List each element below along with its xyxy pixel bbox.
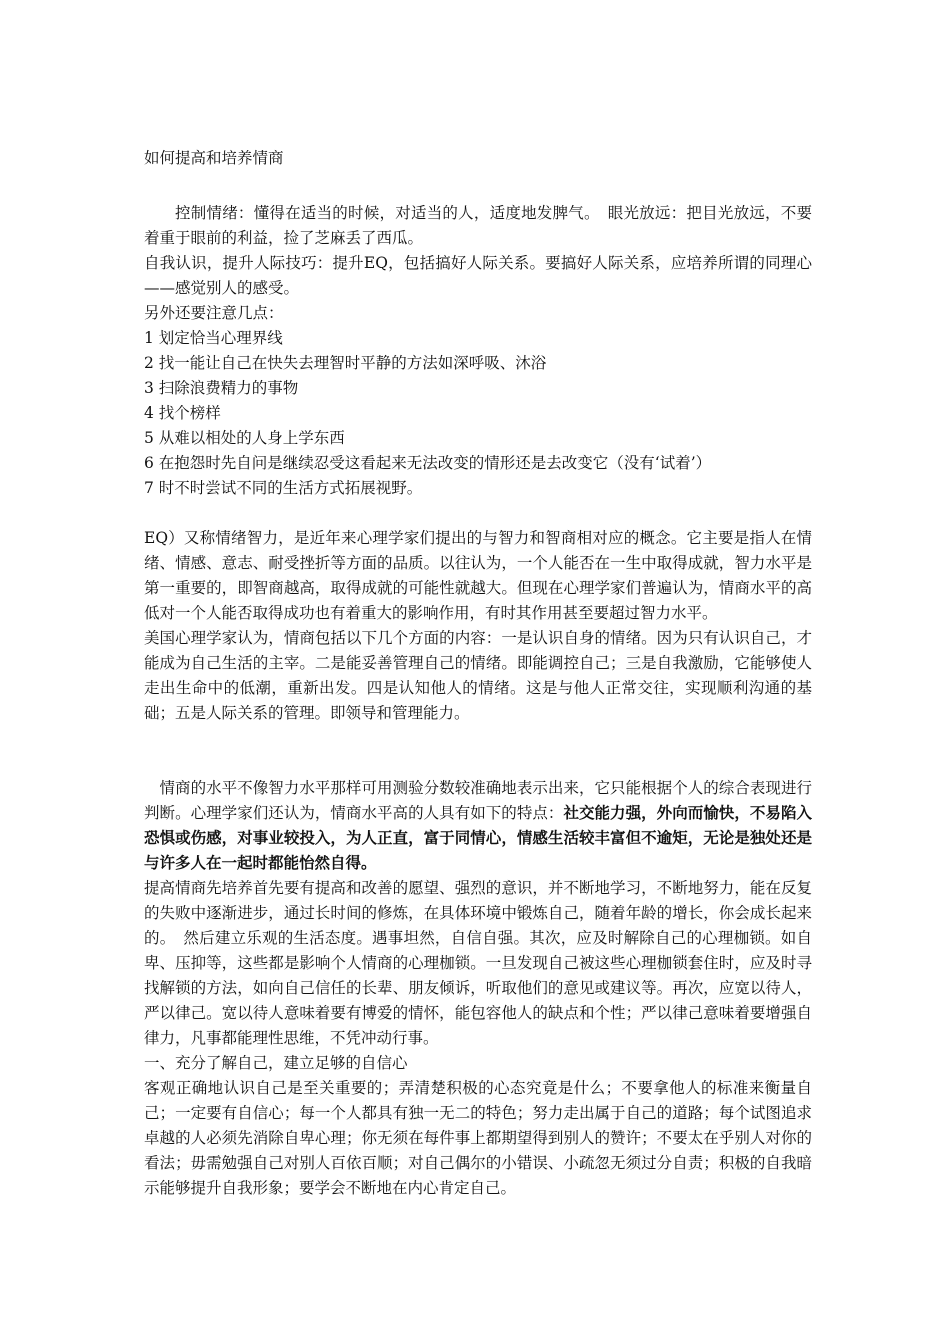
document-page <box>144 146 812 1201</box>
paragraph-eq-components: 美国心理学家认为，情商包括以下几个方面的内容：一是认识自身的情绪。因为只有认识自己，才能成为自己生活的主宰。二是能妥善管理自己的情绪。即能调控自己；三是自我激励，它能够使人走出生命中的低潮，重新出发。四是认知他人的情绪。这是与他人正常交往，实现顺利沟通的基础；五是人际关系的管理。即领导和管理能力。 <box>144 629 812 722</box>
list-item: 3 扫除浪费精力的事物 <box>144 379 299 397</box>
list-item: 5 从难以相处的人身上学东西 <box>144 429 345 447</box>
paragraph-eq-traits <box>144 776 812 876</box>
list-item: 7 时不时尝试不同的生活方式拓展视野。 <box>144 479 423 497</box>
paragraph-emotion-control: 控制情绪：懂得在适当的时候，对适当的人，适度地发脾气。 眼光放远：把目光放远，不要着重于眼前的利益，捡了芝麻丢了西瓜。 <box>144 204 812 247</box>
section-heading: 一、充分了解自己，建立足够的自信心 <box>144 1054 408 1072</box>
paragraph-know-yourself: 客观正确地认识自己是至关重要的；弄清楚积极的心态究竟是什么；不要拿他人的标准来衡量自己；一定要有自信心；每一个人都具有独一无二的特色；努力走出属于自己的道路；每个试图追求卓越的人必须先消除自卑心理；你无须在每件事上都期望得到别人的赞许；不要太在乎别人对你的看法；毋需勉强自己对别人百依百顺；对自己偶尔的小错误、小疏忽无须过分自责；积极的自我暗示能够提升自我形象；要学会不断地在内心肯定自己。 <box>144 1079 812 1197</box>
list-item: 4 找个榜样 <box>144 404 221 422</box>
paragraph-self-awareness: 自我认识，提升人际技巧：提升EQ，包括搞好人际关系。要搞好人际关系，应培养所谓的同理心——感觉别人的感受。 <box>144 254 812 297</box>
document-title: 如何提高和培养情商 <box>144 149 284 167</box>
list-item: 1 划定恰当心理界线 <box>144 329 283 347</box>
traits-intro-text: 情商的水平不像智力水平那样可用测验分数较准确地表示出来，它只能根据个人的综合表现进行判断。心理学家们还认为，情商水平高的人具有如下的特点： <box>144 779 812 822</box>
paragraph-improve-eq: 提高情商先培养首先要有提高和改善的愿望、强烈的意识，并不断地学习，不断地努力，能在反复的失败中逐渐进步，通过长时间的修炼，在具体环境中锻炼自己，随着年龄的增长，你会成长起来的。 然后建立乐观的生活态度。遇事坦然，自信自强。其次，应及时解除自己的心理枷锁。如自卑、压抑等，这些都是影响个人情商的心理枷锁。一旦发现自己被这些心理枷锁套住时，应及时寻找解锁的方法，如向自己信任的长辈、朋友倾诉，听取他们的意见或建议等。再次，应宽以待人，严以律己。宽以待人意味着要有博爱的情怀，能包容他人的缺点和个性；严以律己意味着要增强自律力，凡事都能理性思维，不凭冲动行事。 <box>144 879 812 1047</box>
list-item: 6 在抱怨时先自问是继续忍受这看起来无法改变的情形还是去改变它（没有‘试着’） <box>144 454 712 472</box>
paragraph-notes-intro: 另外还要注意几点： <box>144 304 284 322</box>
paragraph-eq-definition: EQ）又称情绪智力，是近年来心理学家们提出的与智力和智商相对应的概念。它主要是指人在情绪、情感、意志、耐受挫折等方面的品质。以往认为，一个人能否在一生中取得成就，智力水平是第一重要的，即智商越高，取得成就的可能性就越大。但现在心理学家们普遍认为，情商水平的高低对一个人能否取得成功也有着重大的影响作用，有时其作用甚至要超过智力水平。 <box>144 529 812 622</box>
traits-bold-text: 社交能力强，外向而愉快，不易陷入恐惧或伤感，对事业较投入，为人正直，富于同情心，情感生活较丰富但不逾矩，无论是独处还是与许多人在一起时都能怡然自得。 <box>144 804 812 872</box>
list-item: 2 找一能让自己在快失去理智时平静的方法如深呼吸、沐浴 <box>144 354 547 372</box>
